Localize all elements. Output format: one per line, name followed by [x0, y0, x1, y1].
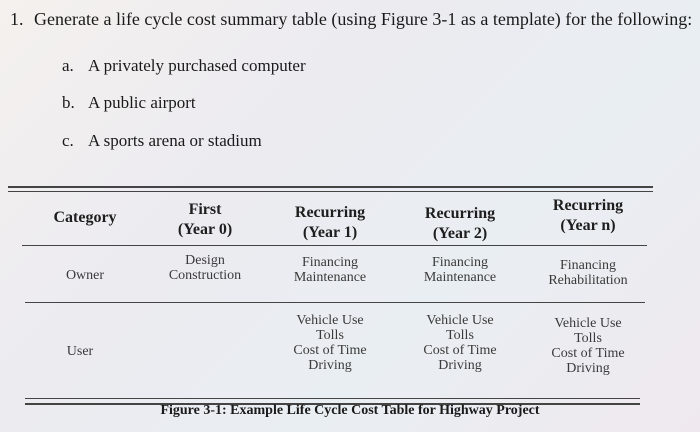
table-cell-text: Tolls	[574, 331, 602, 346]
table-cell-text: Driving	[566, 361, 610, 376]
header-recurring-yearn	[528, 196, 648, 236]
table-cell-text: Vehicle Use	[554, 316, 622, 331]
header-line: Recurring	[294, 204, 366, 221]
table-cell-text: Construction	[168, 268, 242, 283]
list-item-text: A sports arena or stadium	[88, 131, 262, 150]
header-line: (Year n)	[560, 217, 616, 234]
owner-year1-cell	[275, 255, 385, 285]
table-cell-text: Owner	[65, 268, 105, 283]
user-category-cell	[25, 344, 135, 359]
table-header-divider	[22, 245, 647, 246]
table-cell-text: Vehicle Use	[426, 313, 494, 328]
question-prompt: Generate a life cycle cost summary table (using Figure 3-1 as a template) for the following:	[34, 9, 693, 29]
table-cell-text: Cost of Time	[423, 343, 497, 358]
table-cell-text: Maintenance	[423, 270, 497, 285]
list-item-letter: c.	[62, 131, 74, 150]
header-category	[30, 208, 140, 228]
header-line: (Year 0)	[177, 221, 233, 238]
table-cell-text: User	[66, 344, 94, 359]
table-top-rule-inner	[8, 191, 653, 192]
table-cell-text: Cost of Time	[551, 346, 625, 361]
list-item	[62, 130, 262, 152]
user-year2-cell	[405, 313, 515, 373]
table-cell-text: Design	[185, 253, 225, 268]
header-line: Category	[53, 209, 117, 226]
owner-category-cell	[30, 268, 140, 283]
table-cell-text: Financing	[302, 255, 358, 270]
header-line: (Year 2)	[432, 225, 488, 242]
figure-caption: Figure 3-1: Example Life Cycle Cost Table for Highway Project	[160, 403, 540, 418]
table-cell-text: Cost of Time	[293, 343, 367, 358]
user-yearn-cell	[528, 316, 648, 376]
table-cell-text: Vehicle Use	[296, 313, 364, 328]
header-line: (Year 1)	[302, 224, 358, 241]
header-line: First	[188, 201, 222, 218]
table-cell-text: Driving	[438, 358, 482, 373]
table-cell-text: Driving	[308, 358, 352, 373]
table-top-rule	[8, 186, 653, 188]
table-cell-text: Maintenance	[293, 270, 367, 285]
header-recurring-year2	[405, 204, 515, 244]
list-item	[62, 92, 196, 114]
owner-yearn-cell	[528, 258, 648, 288]
list-item-letter: b.	[62, 93, 75, 112]
table-cell-text: Rehabilitation	[548, 273, 628, 288]
table-cell-text: Tolls	[316, 328, 344, 343]
list-item-text: A public airport	[88, 93, 196, 112]
table-cell-text: Tolls	[446, 328, 474, 343]
header-first	[150, 200, 260, 240]
table-cell-text: Financing	[560, 258, 616, 273]
table-cell-text: Financing	[432, 255, 488, 270]
list-item	[62, 55, 306, 77]
list-item-letter: a.	[62, 56, 74, 75]
owner-year2-cell	[405, 255, 515, 285]
list-item-text: A privately purchased computer	[88, 56, 306, 75]
table-bottom-rule-inner	[25, 398, 640, 399]
question-text	[10, 8, 695, 30]
header-recurring-year1	[275, 203, 385, 243]
owner-first-cell	[150, 253, 260, 283]
header-line: Recurring	[424, 205, 496, 222]
user-year1-cell	[275, 313, 385, 373]
question-number: 1.	[10, 9, 24, 29]
table-row-divider	[25, 302, 645, 303]
header-line: Recurring	[552, 197, 624, 214]
